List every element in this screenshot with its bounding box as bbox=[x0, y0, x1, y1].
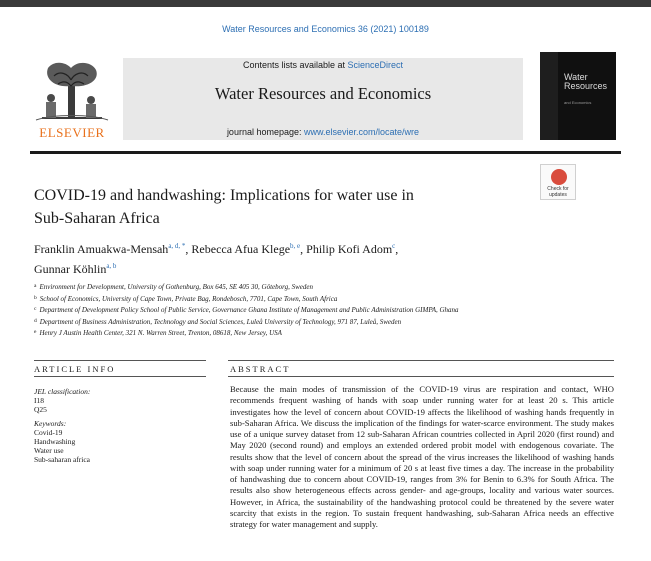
top-bar bbox=[0, 0, 651, 7]
author-line bbox=[34, 258, 594, 278]
article-info-panel bbox=[34, 387, 204, 465]
affiliation-item bbox=[34, 316, 614, 328]
contents-line bbox=[123, 60, 523, 70]
elsevier-tree-icon bbox=[34, 58, 110, 124]
check-for-updates-button[interactable] bbox=[540, 164, 576, 200]
keyword-item: Covid-19 bbox=[34, 427, 63, 437]
affiliation-text: Henry J Austin Health Center, 321 N. Warren Street, Trenton, 08618, New Jersey, USA bbox=[39, 329, 282, 338]
affiliation-text: School of Economics, University of Cape Town, Private Bag, Rondebosch, 7701, Cape Town, South Africa bbox=[39, 294, 338, 303]
author-name[interactable]: Rebecca Afua Klege bbox=[191, 242, 291, 256]
cover-title-line: Water bbox=[564, 72, 588, 82]
author-affiliation-marks[interactable]: c bbox=[392, 242, 396, 250]
affiliation-mark: e bbox=[34, 329, 37, 336]
sciencedirect-link[interactable]: ScienceDirect bbox=[347, 60, 404, 70]
homepage-prefix: journal homepage: bbox=[226, 127, 304, 137]
article-title-line: COVID-19 and handwashing: Implications for water use in bbox=[34, 187, 414, 204]
abstract-heading: ABSTRACT bbox=[230, 364, 291, 374]
cover-title bbox=[564, 73, 614, 91]
keyword-item: Handwashing bbox=[34, 437, 76, 447]
check-updates-icon bbox=[551, 169, 567, 185]
journal-cover-image[interactable] bbox=[540, 52, 616, 140]
cover-strip bbox=[540, 52, 558, 140]
affiliation-list bbox=[34, 281, 614, 339]
affiliation-item bbox=[34, 327, 614, 339]
abstract-top-rule bbox=[228, 360, 614, 361]
keyword-item: Water use bbox=[34, 446, 64, 456]
author-separator: , bbox=[395, 242, 399, 256]
author-list bbox=[34, 238, 594, 278]
author-separator: , bbox=[300, 242, 307, 256]
author-affiliation-marks[interactable]: b, e bbox=[290, 242, 301, 250]
journal-reference-link[interactable]: Water Resources and Economics 36 (2021) 100189 bbox=[222, 24, 429, 34]
article-info-bottom-rule bbox=[34, 376, 206, 377]
keyword-item: Sub-saharan africa bbox=[34, 455, 91, 465]
journal-homepage-link[interactable]: www.elsevier.com/locate/wre bbox=[304, 127, 420, 137]
article-info-heading: ARTICLE INFO bbox=[34, 364, 116, 374]
homepage-line bbox=[123, 127, 523, 137]
affiliation-text: Department of Business Administration, Technology and Social Sciences, Luleå University of Technology, 971 87, Luleå, Sweden bbox=[39, 317, 402, 326]
article-title-line: Sub-Saharan Africa bbox=[34, 210, 160, 227]
jel-code: Q25 bbox=[34, 405, 47, 415]
affiliation-item bbox=[34, 281, 614, 293]
affiliation-mark: d bbox=[34, 317, 37, 324]
abstract-bottom-rule bbox=[228, 376, 614, 377]
elsevier-wordmark: ELSEVIER bbox=[39, 125, 105, 140]
author-name[interactable]: Gunnar Köhlin bbox=[34, 262, 107, 276]
author-affiliation-marks[interactable]: a, d, * bbox=[168, 242, 186, 250]
author-affiliation-marks[interactable]: a, b bbox=[106, 262, 117, 270]
abstract-text: Because the main modes of transmission of the COVID-19 virus are respiration and contact, WHO recommends frequent washing of hands with soap under running water for at least 20 s. This article investigates how the level of concern about COVID-19 affects the likelihood of washing hands frequently in sub-Saharan Africa. We discuss the implication of the findings for water-scarce environment. The study makes use of a unique survey dataset from 12 sub-Saharan African countries collected in April 2020 (first round) and May 2020 (second round) and employs an extended ordered probit model with endogenous covariate. The results show that the level of concern about the spread of the virus increases the likelihood of washing hands with soap under running water for a minimum of 20 s at least five times a day. The increase in the probability of handwashing due to concern about COVID-19, ranges from 3% for Benin to 6.3% for South Africa. The results also show heterogeneous effects across gender- and age-groups, locality and various water sources. However, in Africa, the sustainability of the handwashing protocol could be threatened by the severe water scarcity that exists in the region. To sustain frequent handwashing, sub-Saharan Africa needs an effective strategy for water management and supply. bbox=[230, 384, 614, 529]
author-name[interactable]: Franklin Amuakwa-Mensah bbox=[34, 242, 169, 256]
elsevier-logo[interactable] bbox=[34, 58, 110, 140]
cover-subtitle bbox=[564, 100, 614, 105]
author-separator: , bbox=[185, 242, 192, 256]
article-info-top-rule bbox=[34, 360, 206, 361]
cover-title-line: Resources bbox=[564, 81, 608, 91]
journal-name: Water Resources and Economics bbox=[214, 84, 432, 103]
author-line bbox=[34, 238, 594, 258]
affiliation-text: Environment for Development, University of Gothenburg, Box 645, SE 405 30, Göteborg, Sweden bbox=[39, 283, 313, 291]
affiliation-text: Department of Development Policy School of Public Service, Governance Ghana Institute of Management and Public Administration GIMPA, Ghana bbox=[39, 306, 459, 315]
affiliation-item bbox=[34, 293, 614, 305]
cover-subtitle-and: and bbox=[564, 100, 571, 105]
journal-masthead bbox=[123, 58, 523, 140]
jel-label: JEL classification: bbox=[34, 387, 91, 396]
jel-code: I18 bbox=[34, 396, 44, 406]
author-name[interactable]: Philip Kofi Adom bbox=[306, 242, 393, 256]
cover-subtitle-economics: Economics bbox=[571, 100, 592, 105]
affiliation-mark: b bbox=[34, 294, 37, 301]
check-updates-line: Check for bbox=[547, 186, 569, 192]
article-title bbox=[34, 184, 514, 230]
contents-prefix: Contents lists available at bbox=[242, 60, 348, 70]
affiliation-item bbox=[34, 304, 614, 316]
keywords-label: Keywords: bbox=[34, 418, 67, 428]
check-updates-label bbox=[541, 186, 575, 198]
affiliation-mark: a bbox=[34, 283, 37, 289]
header-divider bbox=[30, 151, 621, 154]
affiliation-mark: c bbox=[34, 306, 37, 313]
check-updates-line: updates bbox=[549, 192, 567, 198]
